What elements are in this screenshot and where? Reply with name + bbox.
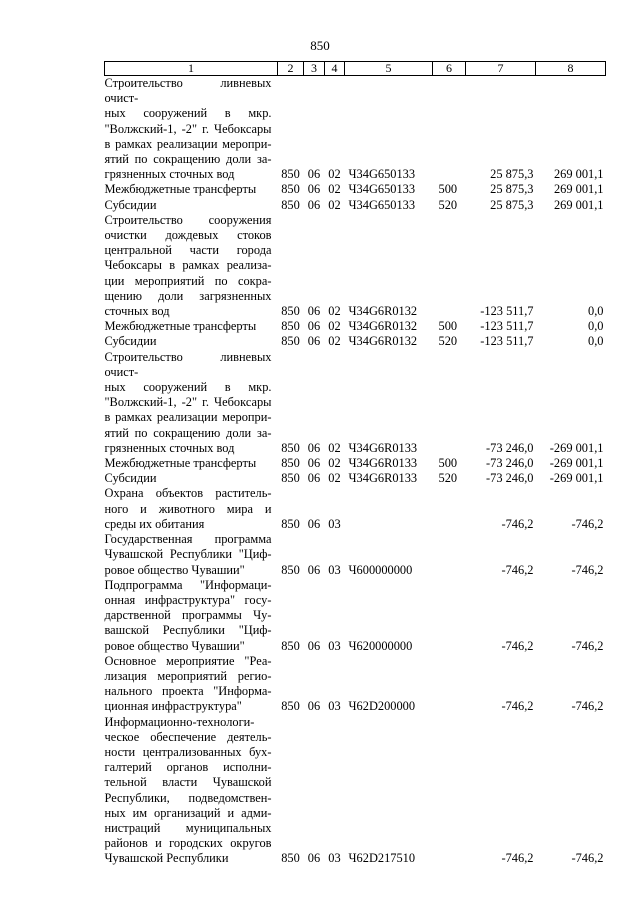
table-row	[105, 319, 606, 334]
row-gr: 850	[281, 197, 300, 212]
page-number: 850	[310, 38, 330, 53]
row-name-line: Охрана объектов раститель-	[104, 486, 272, 501]
row-value-7: -746,2	[501, 562, 534, 577]
row-value-7: 25 875,3	[490, 197, 534, 212]
row-gr: 850	[281, 456, 300, 471]
row-value-8: -746,2	[571, 562, 604, 577]
row-name-line: Подпрограмма "Информаци-	[104, 577, 272, 592]
row-pr: 02	[328, 456, 341, 471]
row-value-7: -123 511,7	[480, 334, 534, 349]
table-row	[105, 578, 606, 654]
row-value-8: -269 001,1	[549, 471, 604, 486]
row-gr: 850	[281, 851, 300, 866]
row-csr: Ч600000000	[348, 562, 413, 577]
row-gr: 850	[281, 440, 300, 455]
row-name	[105, 182, 278, 197]
row-vr: 500	[438, 182, 458, 197]
row-name	[105, 486, 278, 532]
row-name	[105, 578, 278, 654]
row-vr	[433, 213, 466, 319]
row-name-line: онная инфраструктура" госу-	[104, 592, 272, 607]
row-value-7: -73 246,0	[486, 471, 534, 486]
row-rz: 06	[307, 456, 321, 471]
row-gr: 850	[281, 319, 300, 334]
row-rz: 06	[307, 334, 321, 349]
row-csr: Ч34G6R0133	[348, 440, 418, 455]
row-rz: 06	[307, 182, 321, 197]
row-csr: Ч34G650133	[348, 197, 416, 212]
row-name-line: грязненных сточных вод	[104, 440, 235, 455]
row-name-line: "Волжский-1, -2" г. Чебоксары	[104, 121, 272, 136]
row-name-line: ровое общество Чувашии"	[104, 638, 245, 653]
row-name-line: центральной части города	[104, 243, 272, 258]
row-name	[105, 198, 278, 213]
row-name-line: лизация мероприятий регио-	[104, 668, 272, 683]
table-row	[105, 198, 606, 213]
row-gr: 850	[281, 182, 300, 197]
table-row	[105, 654, 606, 715]
row-value-7: -123 511,7	[480, 319, 534, 334]
row-pr: 03	[328, 638, 341, 653]
table-row	[105, 471, 606, 486]
row-name-line: ятий по сокращению доли за-	[104, 425, 272, 440]
table-row	[105, 182, 606, 197]
table-row	[105, 213, 606, 319]
row-gr: 850	[281, 304, 300, 319]
row-pr: 03	[328, 851, 341, 866]
header-col-5: 5	[345, 62, 433, 76]
row-name-line: Межбюджетные трансферты	[104, 182, 257, 197]
row-name-line: среды их обитания	[104, 516, 205, 531]
budget-table	[104, 61, 606, 867]
row-vr	[433, 715, 466, 867]
row-csr	[345, 486, 433, 532]
row-csr: Ч34G650133	[348, 167, 416, 182]
row-name-line: в рамках реализации меропри-	[104, 136, 272, 151]
row-name-line: Строительство ливневых очист-	[104, 76, 272, 106]
row-name-line: "Волжский-1, -2" г. Чебоксары	[104, 395, 272, 410]
row-value-7: -123 511,7	[480, 304, 534, 319]
row-vr	[433, 578, 466, 654]
row-rz: 06	[307, 197, 321, 212]
row-csr: Ч34G6R0132	[348, 334, 418, 349]
row-value-7: -73 246,0	[486, 440, 534, 455]
header-col-7: 7	[466, 62, 536, 76]
row-gr: 850	[281, 471, 300, 486]
row-name-line: нистраций муниципальных	[104, 820, 272, 835]
row-rz: 06	[307, 304, 321, 319]
row-value-8: 269 001,1	[553, 167, 604, 182]
row-name-line: ных сооружений в мкр.	[104, 106, 272, 121]
row-pr: 02	[328, 334, 341, 349]
row-value-8: -746,2	[571, 516, 604, 531]
row-name-line: грязненных сточных вод	[104, 167, 235, 182]
row-name-line: Государственная программа	[104, 532, 272, 547]
row-vr: 500	[438, 456, 458, 471]
row-pr: 03	[328, 699, 341, 714]
row-value-8: 0,0	[588, 319, 604, 334]
row-name-line: щению доли загрязненных	[104, 288, 272, 303]
row-name-line: районов и городских округов	[104, 836, 272, 851]
table-row	[105, 486, 606, 532]
row-name-line: ческое обеспечение деятель-	[104, 729, 272, 744]
row-value-8: 0,0	[588, 304, 604, 319]
row-value-8: -269 001,1	[549, 456, 604, 471]
row-name-line: в рамках реализации меропри-	[104, 410, 272, 425]
row-name	[105, 471, 278, 486]
row-vr	[433, 486, 466, 532]
row-value-8: -746,2	[571, 699, 604, 714]
row-pr: 02	[328, 440, 341, 455]
row-name-line: Строительство сооружения	[104, 212, 272, 227]
row-name	[105, 350, 278, 456]
row-vr: 500	[438, 319, 458, 334]
row-name-line: Республики, подведомствен-	[104, 790, 272, 805]
row-gr: 850	[281, 699, 300, 714]
row-name-line: ных сооружений в мкр.	[104, 380, 272, 395]
row-name-line: Информационно-технологи-	[104, 714, 255, 729]
header-col-4: 4	[325, 62, 345, 76]
row-name-line: Строительство ливневых очист-	[104, 349, 272, 379]
row-value-8: 0,0	[588, 334, 604, 349]
row-name	[105, 76, 278, 183]
row-vr: 520	[438, 471, 458, 486]
header-col-8: 8	[536, 62, 606, 76]
row-name-line: Межбюджетные трансферты	[104, 319, 257, 334]
row-rz: 06	[307, 471, 321, 486]
row-name-line: Основное мероприятие "Реа-	[104, 653, 272, 668]
row-rz: 06	[307, 699, 321, 714]
table-body	[105, 76, 606, 867]
row-rz: 06	[307, 851, 321, 866]
row-vr	[433, 350, 466, 456]
row-value-7: -746,2	[501, 851, 534, 866]
row-value-8: 269 001,1	[553, 197, 604, 212]
row-gr: 850	[281, 167, 300, 182]
table-row	[105, 334, 606, 349]
row-vr	[433, 76, 466, 183]
row-gr: 850	[281, 516, 300, 531]
row-vr: 520	[438, 334, 458, 349]
row-value-7: -746,2	[501, 699, 534, 714]
row-rz: 06	[307, 562, 321, 577]
row-name	[105, 456, 278, 471]
row-pr: 02	[328, 182, 341, 197]
row-rz: 06	[307, 638, 321, 653]
row-pr: 02	[328, 471, 341, 486]
row-name	[105, 532, 278, 578]
table-row	[105, 715, 606, 867]
row-value-8: 269 001,1	[553, 182, 604, 197]
row-csr: Ч34G650133	[348, 182, 416, 197]
row-name	[105, 654, 278, 715]
row-name-line: Чувашской Республики "Циф-	[104, 547, 272, 562]
row-name-line: Субсидии	[104, 471, 157, 486]
row-name	[105, 715, 278, 867]
row-name-line: Субсидии	[104, 334, 157, 349]
row-name	[105, 319, 278, 334]
row-name-line: ровое общество Чувашии"	[104, 562, 245, 577]
table-row	[105, 350, 606, 456]
row-name	[105, 213, 278, 319]
row-csr: Ч62D200000	[348, 699, 416, 714]
row-name-line: ционная инфраструктура"	[104, 699, 242, 714]
row-value-7: -746,2	[501, 516, 534, 531]
header-col-1: 1	[105, 62, 278, 76]
row-pr: 02	[328, 304, 341, 319]
row-name-line: нального проекта "Информа-	[104, 684, 272, 699]
row-pr: 02	[328, 319, 341, 334]
row-name-line: ции мероприятий по сокра-	[104, 273, 272, 288]
row-name-line: ности централизованных бух-	[104, 744, 272, 759]
row-csr: Ч620000000	[348, 638, 413, 653]
table-row	[105, 456, 606, 471]
row-rz: 06	[307, 167, 321, 182]
row-rz: 06	[307, 319, 321, 334]
row-name-line: Субсидии	[104, 197, 157, 212]
row-csr: Ч34G6R0132	[348, 304, 418, 319]
row-name-line: галтерий органов исполни-	[104, 760, 272, 775]
row-rz: 06	[307, 516, 321, 531]
row-name-line: очистки дождевых стоков	[104, 228, 272, 243]
row-pr: 03	[328, 516, 341, 531]
row-name-line: сточных вод	[104, 304, 170, 319]
row-value-7: 25 875,3	[490, 167, 534, 182]
row-pr: 02	[328, 167, 341, 182]
row-value-8: -269 001,1	[549, 440, 604, 455]
row-pr: 03	[328, 562, 341, 577]
table-header-row	[105, 62, 606, 76]
row-name-line: дарственной программы Чу-	[104, 608, 272, 623]
row-gr: 850	[281, 334, 300, 349]
row-name-line: Чебоксары в рамках реализа-	[104, 258, 272, 273]
header-col-3: 3	[304, 62, 325, 76]
row-csr: Ч34G6R0132	[348, 319, 418, 334]
row-name-line: Чувашской Республики	[104, 851, 229, 866]
row-value-7: 25 875,3	[490, 182, 534, 197]
row-gr: 850	[281, 638, 300, 653]
row-rz: 06	[307, 440, 321, 455]
header-col-6: 6	[433, 62, 466, 76]
row-value-8: -746,2	[571, 851, 604, 866]
row-csr: Ч34G6R0133	[348, 456, 418, 471]
row-name-line: тельной власти Чувашской	[104, 775, 272, 790]
row-vr	[433, 654, 466, 715]
row-name-line: Межбюджетные трансферты	[104, 456, 257, 471]
table-row	[105, 532, 606, 578]
row-value-7: -746,2	[501, 638, 534, 653]
row-csr: Ч34G6R0133	[348, 471, 418, 486]
table-row	[105, 76, 606, 183]
row-vr	[433, 532, 466, 578]
row-name	[105, 334, 278, 349]
header-col-2: 2	[278, 62, 304, 76]
row-name-line: ных им организаций и адми-	[104, 805, 272, 820]
row-value-8: -746,2	[571, 638, 604, 653]
row-pr: 02	[328, 197, 341, 212]
row-vr: 520	[438, 197, 458, 212]
row-name-line: ятий по сокращению доли за-	[104, 152, 272, 167]
row-name-line: ного и животного мира и	[104, 501, 272, 516]
row-name-line: вашской Республики "Циф-	[104, 623, 272, 638]
row-value-7: -73 246,0	[486, 456, 534, 471]
row-csr: Ч62D217510	[348, 851, 416, 866]
row-gr: 850	[281, 562, 300, 577]
